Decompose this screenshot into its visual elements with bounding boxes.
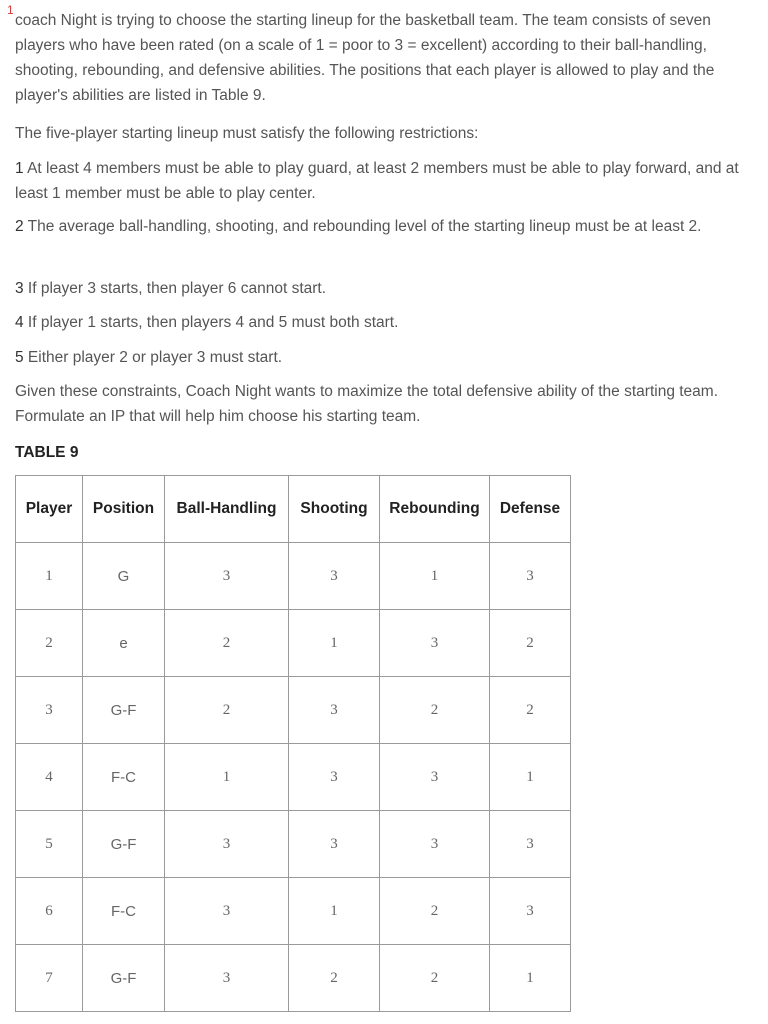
- cell-rebounding: 2: [380, 878, 490, 945]
- cell-player: 4: [16, 744, 83, 811]
- cell-player: 6: [16, 878, 83, 945]
- cell-defense: 2: [490, 677, 571, 744]
- table-row: [16, 811, 571, 878]
- restriction-text: At least 4 members must be able to play guard, at least 2 members must be able to play forward, and at least 1 member must be able to play center.: [15, 160, 739, 202]
- conclusion-paragraph: Given these constraints, Coach Night wants to maximize the total defensive ability of the starting team. Formulate an IP that will help him choose his starting team.: [15, 383, 719, 425]
- cell-rebounding: 1: [380, 543, 490, 610]
- cell-defense: 3: [490, 811, 571, 878]
- restriction-4: [15, 310, 750, 335]
- restriction-text: Either player 2 or player 3 must start.: [23, 349, 283, 366]
- cell-ball-handling: 2: [165, 610, 289, 677]
- cell-player: 5: [16, 811, 83, 878]
- restriction-text: The average ball-handling, shooting, and rebounding level of the starting lineup must be at least 2.: [23, 218, 702, 235]
- cell-ball-handling: 1: [165, 744, 289, 811]
- restriction-text: If player 1 starts, then players 4 and 5 must both start.: [23, 314, 399, 331]
- table-row: [16, 677, 571, 744]
- cell-position: G-F: [83, 677, 165, 744]
- restriction-number: 5: [15, 349, 24, 366]
- cell-rebounding: 3: [380, 744, 490, 811]
- cell-shooting: 3: [289, 811, 380, 878]
- restriction-5: [15, 345, 750, 370]
- cell-position: F-C: [83, 744, 165, 811]
- table-header-row: [16, 476, 571, 543]
- cell-player: 3: [16, 677, 83, 744]
- restriction-number: 2: [15, 218, 24, 235]
- cell-rebounding: 2: [380, 945, 490, 1012]
- cell-defense: 3: [490, 543, 571, 610]
- table-row: [16, 945, 571, 1012]
- player-table: [15, 475, 571, 1012]
- restriction-3: [15, 276, 750, 301]
- cell-position: G-F: [83, 811, 165, 878]
- cell-player: 7: [16, 945, 83, 1012]
- restriction-number: 4: [15, 314, 24, 331]
- footnote-marker: 1: [7, 3, 14, 17]
- table-row: [16, 543, 571, 610]
- cell-defense: 2: [490, 610, 571, 677]
- cell-position: G: [83, 543, 165, 610]
- header-position: Position: [83, 476, 165, 543]
- table-row: [16, 610, 571, 677]
- cell-position: G-F: [83, 945, 165, 1012]
- cell-ball-handling: 3: [165, 878, 289, 945]
- cell-ball-handling: 3: [165, 945, 289, 1012]
- cell-shooting: 1: [289, 878, 380, 945]
- table-row: [16, 878, 571, 945]
- restriction-2: [15, 214, 750, 239]
- intro-paragraph: coach Night is trying to choose the starting lineup for the basketball team. The team consists of seven players who have been rated (on a scale of 1 = poor to 3 = excellent) according to their ball-handling, shooting, rebounding, and defensive abilities. The positions that each player is allowed to play and the player's abilities are listed in Table 9.: [15, 12, 715, 104]
- header-rebounding: Rebounding: [380, 476, 490, 543]
- restriction-text: If player 3 starts, then player 6 cannot start.: [23, 280, 327, 297]
- header-ball-handling: Ball-Handling: [165, 476, 289, 543]
- cell-defense: 1: [490, 744, 571, 811]
- cell-position: e: [83, 610, 165, 677]
- header-shooting: Shooting: [289, 476, 380, 543]
- table-row: [16, 744, 571, 811]
- cell-shooting: 3: [289, 677, 380, 744]
- restriction-1: [15, 156, 750, 206]
- cell-shooting: 1: [289, 610, 380, 677]
- cell-player: 2: [16, 610, 83, 677]
- cell-rebounding: 2: [380, 677, 490, 744]
- cell-defense: 3: [490, 878, 571, 945]
- restriction-number: 1: [15, 160, 24, 177]
- cell-defense: 1: [490, 945, 571, 1012]
- cell-shooting: 3: [289, 744, 380, 811]
- restriction-number: 3: [15, 280, 24, 297]
- cell-player: 1: [16, 543, 83, 610]
- header-defense: Defense: [490, 476, 571, 543]
- restrictions-intro: The five-player starting lineup must satisfy the following restrictions:: [15, 125, 479, 142]
- cell-shooting: 3: [289, 543, 380, 610]
- cell-shooting: 2: [289, 945, 380, 1012]
- cell-rebounding: 3: [380, 610, 490, 677]
- cell-position: F-C: [83, 878, 165, 945]
- cell-ball-handling: 3: [165, 811, 289, 878]
- cell-rebounding: 3: [380, 811, 490, 878]
- header-player: Player: [16, 476, 83, 543]
- table-title: TABLE 9: [15, 444, 79, 461]
- cell-ball-handling: 2: [165, 677, 289, 744]
- cell-ball-handling: 3: [165, 543, 289, 610]
